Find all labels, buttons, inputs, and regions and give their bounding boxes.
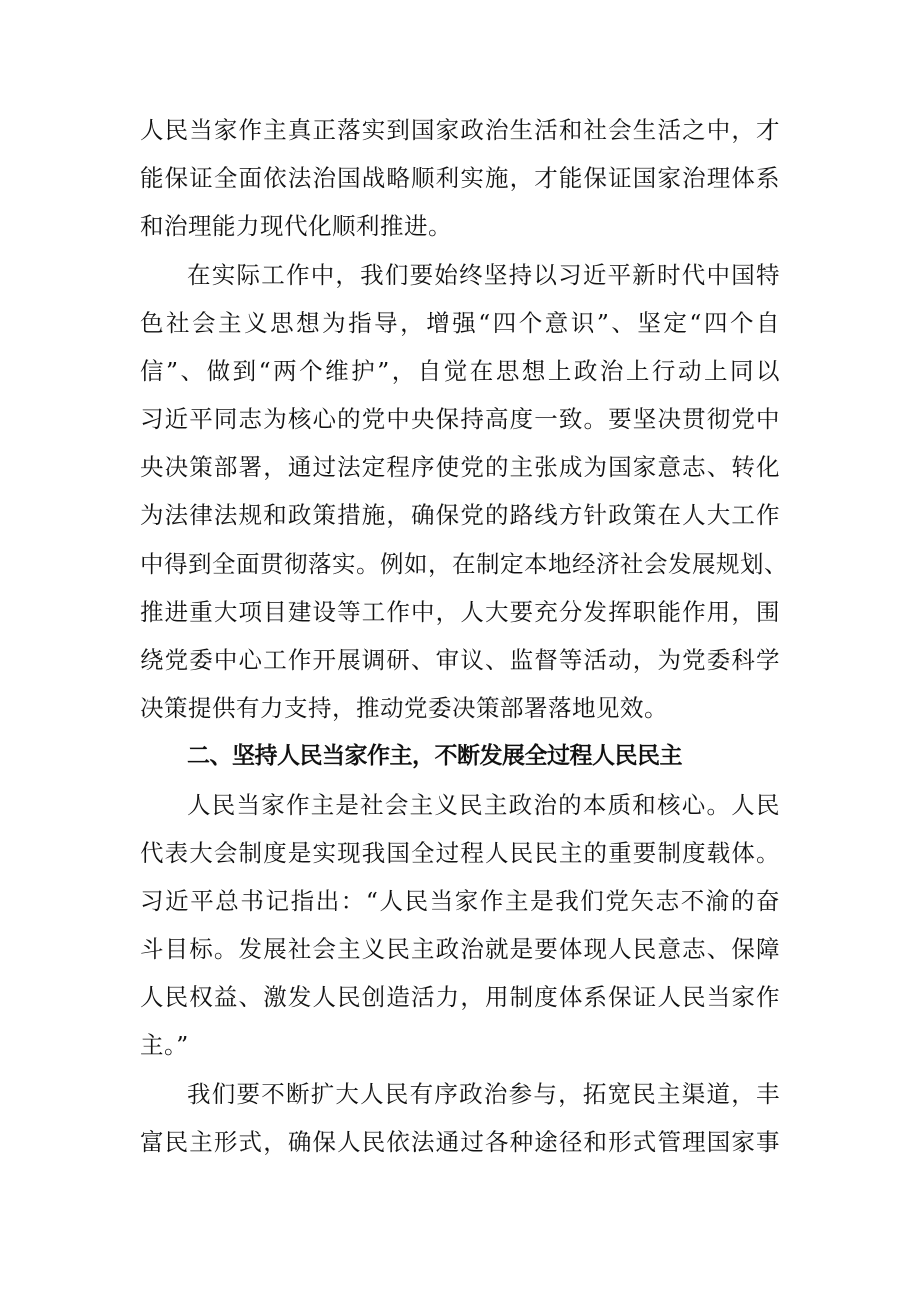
paragraph-line: 中得到全面贯彻落实。例如，在制定本地经济社会发展规划、 <box>140 550 788 578</box>
paragraph-line: 能保证全面依法治国战略顺利实施，才能保证国家治理体系 <box>140 164 780 192</box>
paragraph-line: 斗目标。发展社会主义民主政治就是要体现人民意志、保障 <box>140 935 780 963</box>
paragraph-line: 人民当家作主是社会主义民主政治的本质和核心。人民 <box>187 791 780 819</box>
paragraph-line: 为法律法规和政策措施，确保党的路线方针政策在人大工作 <box>140 501 780 529</box>
paragraph-line: 主。” <box>140 1031 189 1059</box>
paragraph-line: 推进重大项目建设等工作中，人大要充分发挥职能作用，围 <box>140 598 780 626</box>
paragraph-line: 央决策部署，通过法定程序使党的主张成为国家意志、转化 <box>140 453 780 481</box>
paragraph-line: 在实际工作中，我们要始终坚持以习近平新时代中国特 <box>187 261 780 289</box>
paragraph-line: 信”、做到“两个维护”，自觉在思想上政治上行动上同以 <box>140 357 780 385</box>
paragraph-line: 我们要不断扩大人民有序政治参与，拓宽民主渠道，丰 <box>187 1080 780 1108</box>
paragraph-line: 富民主形式，确保人民依法通过各种途径和形式管理国家事 <box>140 1128 780 1156</box>
paragraph-line: 习近平同志为核心的党中央保持高度一致。要坚决贯彻党中 <box>140 405 780 433</box>
paragraph-line: 色社会主义思想为指导，增强“四个意识”、坚定“四个自 <box>140 309 780 337</box>
paragraph-line: 人民当家作主真正落实到国家政治生活和社会生活之中，才 <box>140 116 780 144</box>
paragraph-line: 决策提供有力支持，推动党委决策部署落地见效。 <box>140 694 668 722</box>
paragraph-line: 和治理能力现代化顺利推进。 <box>140 212 452 240</box>
paragraph-line: 习近平总书记指出：“人民当家作主是我们党矢志不渝的奋 <box>140 887 780 915</box>
section-heading: 二、坚持人民当家作主，不断发展全过程人民民主 <box>187 743 682 769</box>
paragraph-line: 绕党委中心工作开展调研、审议、监督等活动，为党委科学 <box>140 646 780 674</box>
paragraph-line: 代表大会制度是实现我国全过程人民民主的重要制度载体。 <box>140 839 780 867</box>
paragraph-line: 人民权益、激发人民创造活力，用制度体系保证人民当家作 <box>140 983 780 1011</box>
